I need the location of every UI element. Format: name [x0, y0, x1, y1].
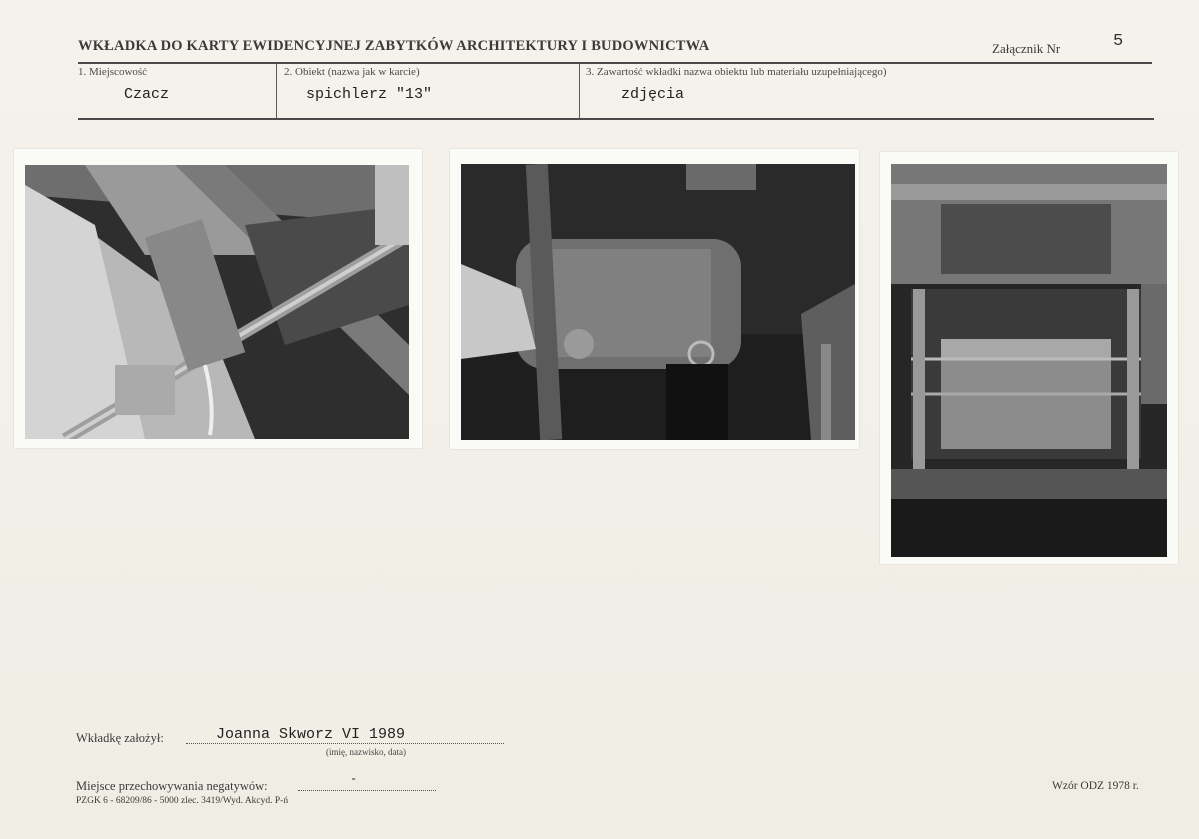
form-code: Wzór ODZ 1978 r. [1052, 780, 1139, 792]
header-rule-top [78, 62, 1152, 64]
print-info: PZGK 6 - 68209/86 - 5000 zlec. 3419/Wyd. Akcyd. P-ń [76, 796, 289, 806]
annex-label: Załącznik Nr [992, 41, 1061, 56]
locality-value: Czacz [124, 86, 170, 103]
document-title: WKŁADKA DO KARTY EWIDENCYJNEJ ZABYTKÓW ARCHITEKTURY I BUDOWNICTWA [78, 38, 710, 54]
photo-machine [880, 152, 1178, 564]
negatives-value: - [350, 772, 358, 786]
field-separator [579, 64, 580, 118]
photo-motor-image [461, 164, 855, 440]
field-separator [276, 64, 277, 118]
annex-number: 5 [1113, 32, 1124, 51]
created-by-line [186, 743, 504, 744]
photo-machine-image [891, 164, 1167, 557]
content-value: zdjęcia [621, 86, 685, 103]
header-rule-bottom [78, 118, 1154, 120]
negatives-line [298, 790, 436, 791]
photo-beams [14, 149, 422, 448]
locality-label: 1. Miejscowość [78, 66, 148, 78]
created-by-label: Wkładkę założył: [76, 731, 164, 745]
created-by-hint: (imię, nazwisko, data) [326, 747, 406, 757]
negatives-label: Miejsce przechowywania negatywów: [76, 779, 268, 793]
object-label: 2. Obiekt (nazwa jak w karcie) [284, 66, 420, 78]
object-value: spichlerz "13" [306, 86, 433, 103]
photo-beams-image [25, 165, 409, 439]
created-by-value: Joanna Skworz VI 1989 [216, 726, 406, 743]
photo-motor [450, 149, 859, 449]
content-label: 3. Zawartość wkładki nazwa obiektu lub materiału uzupełniającego) [586, 66, 887, 78]
